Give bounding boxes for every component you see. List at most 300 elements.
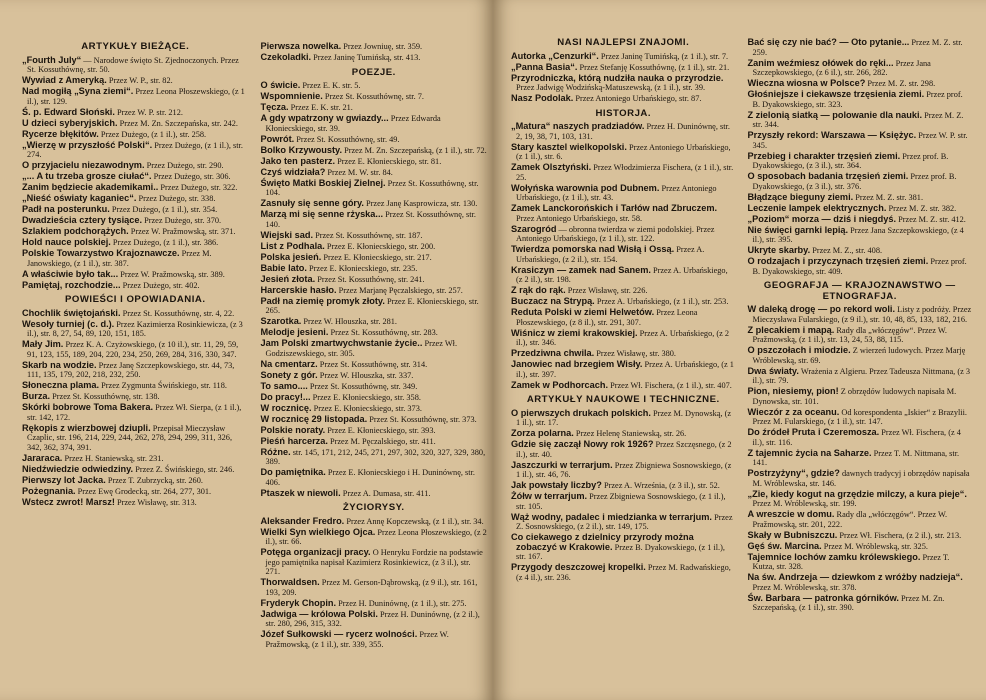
entry-title: Dwa światy. — [747, 365, 799, 376]
entry-title: „Wierzę w przyszłość Polski“. — [22, 139, 153, 150]
entry-title: Melodje jesieni. — [260, 327, 329, 337]
entry-details: Przez M. Z. str. 381. — [853, 192, 924, 202]
entry-details: Przez Zbigniewa Sosnowskiego, (z 1 il.), str. 46, 76. — [516, 460, 732, 479]
entry-details: Od korespondenta „Iskier“ z Brazylii. Przez M. Fularskiego, (z 1 il.), str. 147. — [752, 407, 967, 426]
entry-title: Jararaca. — [22, 452, 63, 463]
entry-details: Przez Wł. Godziszewskiego, str. 305. — [265, 339, 458, 358]
entry-title: Pierwszy lot Jacka. — [22, 474, 106, 485]
entry-details: Przez Dużego, str. 306. — [151, 172, 231, 181]
entry-title: Wiśnicz w ziemi krakowskiej. — [511, 327, 638, 338]
index-entry — [511, 563, 736, 582]
index-entry — [261, 360, 488, 370]
entry-title: „Matura“ naszych pradziadów. — [511, 121, 645, 131]
entry-details: Przez M. Janowskiego, (z 1 il.), str. 387. — [27, 249, 212, 268]
entry-title: „Zie, kiedy kogut na grzędzie milczy, a kura pieje“. — [747, 488, 967, 499]
index-entry — [511, 481, 736, 491]
entry-details: — Narodowe święto St. Zjednoczonych. Przez St. Kossuthównę, str. 50. — [27, 55, 239, 74]
entry-title: Chochlik świętojański. — [22, 307, 121, 318]
entry-title: Św. Barbara — patronka górników. — [747, 592, 899, 603]
index-entry — [748, 131, 973, 150]
entry-details: Przez E. Kłoniecskiego, str. 393. — [325, 425, 436, 435]
index-entry — [748, 257, 973, 276]
index-entry — [261, 199, 488, 209]
entry-title: Ś. p. Edward Słoński. — [22, 106, 115, 117]
entry-title: Jak powstały liczby? — [511, 480, 602, 490]
entry-title: Do pracy!... — [260, 391, 311, 402]
entry-title: „Fourth July“ — [22, 54, 82, 65]
entry-details: Przez E. K. str. 21. — [288, 103, 353, 112]
entry-details: Przez St. Kossuthównę, str. 187. — [313, 230, 423, 240]
index-entry — [511, 533, 736, 562]
entry-details: Przez H. Duninównę, (z 1 il.), str. 275. — [336, 598, 467, 608]
entry-title: Thorwaldsen. — [260, 577, 320, 587]
entry-details: Przez T. M. Nittmana, str. 141. — [752, 448, 960, 467]
entry-title: Babie lato. — [260, 262, 307, 273]
entry-title: Polska jesień. — [260, 251, 322, 262]
index-entry — [261, 371, 488, 381]
index-entry — [261, 393, 488, 403]
index-entry — [22, 141, 249, 160]
section-heading: POWIEŚCI I OPOWIADANIA. — [65, 294, 206, 305]
entry-details: Przez Marjanę Pęczalskiego, str. 257. — [336, 285, 463, 295]
entry-details: Przez Dużego, (z 1 il.), str. 258. — [98, 129, 207, 139]
entry-details: Przez Dużego, str. 338. — [136, 194, 216, 203]
entry-title: Do pamiętnika. — [260, 467, 326, 477]
entry-title: O pszczołach i miodzie. — [747, 345, 851, 355]
index-entry — [748, 305, 973, 324]
index-entry — [261, 264, 488, 274]
entry-title: Na św. Andrzeja — dziewkom z wróżby nadzieja“. — [747, 572, 963, 582]
entry-title: Pamiętaj, rozchodzie... — [22, 279, 121, 290]
index-entry — [261, 210, 488, 229]
index-entry — [261, 599, 488, 609]
entry-details: Przez Szczęsnego, (z 2 il.), str. 40. — [516, 440, 732, 459]
index-entry — [748, 326, 973, 345]
entry-title: Wielki Syn wielkiego Ojca. — [260, 526, 376, 537]
entry-details: Przez E. Kłoniecskiego, str. 235. — [306, 263, 418, 273]
entry-details: Przez M. Zn. Szczepańską, (z 1 il.), str. 72. — [342, 145, 487, 155]
entry-details: Przez Annę Kopczewską, (z 1 il.), str. 34. — [344, 516, 484, 526]
entry-details: Przez M. Z., str. 408. — [810, 246, 883, 255]
entry-title: Rycerze błękitów. — [22, 128, 99, 139]
index-entry — [511, 225, 736, 244]
index-entry — [511, 143, 736, 162]
index-entry — [511, 461, 736, 480]
entry-details: Przez Zygmunta Świńskiego, str. 118. — [99, 381, 227, 390]
entry-title: Polskie noraty. — [260, 424, 326, 435]
entry-details: Przez A. Urbańskiego, (z 1 il.), str. 253. — [594, 297, 729, 306]
entry-title: Przebieg i charakter trzęsień ziemi. — [747, 150, 901, 161]
entry-details: Przez M. Gerson-Dąbrowską, (z 9 il.), str. 161, 193, 209. — [265, 578, 478, 597]
entry-details: Przez E. Kłoniecskiego, str. 200. — [324, 241, 436, 251]
right-column-1 — [511, 38, 736, 694]
index-entry — [22, 194, 249, 204]
entry-details: Przez B. Dyakowskiego, (z 1 il.), str. 167. — [516, 542, 725, 561]
entry-title: Postrzyżyny“, gdzie? — [747, 468, 840, 478]
entry-details: Przez Jowniuę, str. 359. — [341, 42, 423, 51]
entry-details: Przez W. Hlouszka, str. 337. — [317, 370, 414, 380]
index-entry — [511, 204, 736, 223]
entry-title: U dzieci syberyjskich. — [22, 117, 118, 128]
entry-details: Przez E. Kłoniecskiego, str. 81. — [335, 156, 442, 166]
index-entry — [261, 42, 488, 52]
index-entry — [261, 135, 488, 145]
index-entry — [511, 429, 736, 439]
entry-details: Przez Wisławę, str. 226. — [565, 286, 648, 295]
entry-details: — obronna twierdza w ziemi podolskiej. Przez Antoniego Urbańskiego, (z 1 il.), str. 122. — [516, 224, 715, 243]
entry-details: Przez W. P. str. 345. — [752, 131, 968, 150]
entry-title: Święto Matki Boskiej Zielnej. — [260, 177, 386, 188]
entry-title: Wąż wodny, padalec i miedzianka w terrarjum. — [511, 511, 712, 522]
entry-details: Przez W. Hlouszka, str. 281. — [301, 317, 397, 326]
index-entry — [748, 573, 973, 592]
entry-title: „Panna Basia“. — [511, 61, 578, 72]
entry-title: Niedźwiedzie odwiedziny. — [22, 463, 134, 474]
entry-details: Przez W. P., str. 82. — [106, 76, 173, 85]
entry-title: Powrót. — [260, 133, 295, 144]
entry-details: Przez Wł. Fischera, (z 2 il.), str. 213. — [837, 530, 962, 540]
entry-title: O sposobach badania trzęsień ziemi. — [747, 171, 909, 181]
entry-title: Wstecz zwrot! Marsz! — [22, 496, 115, 507]
entry-details: str. 145, 171, 212, 245, 271, 297, 302, 320, 327, 329, 380, 389. — [265, 447, 486, 466]
entry-details: Przez A. Dumasa, str. 411. — [340, 488, 431, 498]
index-entry — [511, 492, 736, 511]
left-column-2 — [261, 42, 488, 694]
entry-title: Polskie Towarzystwo Krajoznawcze. — [22, 248, 180, 258]
index-entry — [261, 157, 488, 167]
entry-details: Przez A. Urbańskiego, (z 2 il.), str. 346. — [516, 328, 730, 347]
index-entry — [261, 92, 488, 102]
entry-details: Przez A. Urbańskiego, (z 1 il.), str. 397. — [516, 360, 734, 379]
entry-details: Przez St. Kossuthównę, str. 7. — [322, 92, 424, 101]
entry-details: Przez K. A. Czyżowskiego, (z 10 il.), str. 11, 29, 59, 91, 123, 155, 189, 204, 220, 234, 250, 269, 284, 316, 330, 347. — [27, 340, 239, 359]
index-entry — [748, 204, 973, 214]
entry-details: Przez St. Kossuthównę, str. 314. — [317, 359, 428, 369]
index-entry — [22, 270, 249, 280]
index-entry — [22, 249, 249, 268]
entry-title: Pieśń harcerza. — [260, 435, 328, 446]
index-entry — [22, 424, 249, 453]
section-heading: ŻYCIORYSY. — [342, 502, 405, 513]
entry-title: Burza. — [22, 391, 51, 401]
entry-details: Przez A. Urbańskiego, (z 2 il.), str. 154. — [516, 245, 705, 264]
index-entry — [22, 309, 249, 319]
entry-details: Z obrzędów ludowych napisała M. Dynowska, str. 101. — [752, 387, 957, 406]
section-heading: GEOGRAFJA — KRAJOZNAWSTWO — ETNOGRAFJA. — [763, 280, 956, 302]
entry-title: Szlakiem podchorążych. — [22, 226, 129, 236]
index-entry — [261, 53, 488, 63]
entry-details: Przez Kazimierza Rosinkiewicza, (z 3 il.), str. 8, 27, 54, 89, 120, 151, 185. — [27, 319, 243, 338]
entry-title: Zamek Olsztyński. — [511, 162, 592, 172]
index-entry — [22, 108, 249, 118]
entry-title: Ukryte skarby. — [747, 245, 811, 255]
entry-title: Bać się czy nie bać? — Oto pytanie... — [747, 37, 910, 47]
index-entry — [261, 297, 488, 316]
left-column-1 — [22, 42, 249, 694]
entry-details: Przez M. Wróblewską, str. 199. — [752, 499, 857, 508]
entry-title: Błądzące bieguny ziemi. — [747, 191, 854, 202]
entry-details: Przez Antoniego Urbańskiego, str. 58. — [516, 213, 643, 223]
index-entry — [22, 238, 249, 248]
index-entry — [511, 94, 736, 104]
entry-title: Gęś św. Marcina. — [747, 540, 822, 551]
index-entry — [748, 172, 973, 191]
index-entry — [261, 382, 488, 392]
entry-details: Przez Jadwigę Wodzińską-Matuszewską, (z 1 il.), str. 39. — [516, 83, 706, 92]
index-entry — [22, 392, 249, 402]
entry-title: Pożegnania. — [22, 485, 76, 496]
entry-details: Przez Janinę Tumińską, (z 1 il.), str. 7. — [598, 51, 729, 61]
entry-details: Przez St. Kossuthównę, str. 283. — [328, 328, 438, 337]
right-page — [493, 0, 986, 700]
entry-title: Jesień złota. — [260, 273, 316, 284]
index-entry — [261, 437, 488, 447]
index-entry — [22, 76, 249, 86]
index-entry — [511, 266, 736, 285]
entry-details: dawnych tradycyj i obrzędów napisała M. Wróblewska, str. 146. — [752, 469, 970, 488]
entry-details: Listy z podróży. Przez Mieczysława Fularskiego, (z 9 il.), str. 10, 48, 85, 133, 182, 216. — [752, 305, 972, 324]
index-entry — [261, 146, 488, 156]
index-entry — [22, 119, 249, 129]
entry-title: Harcerskie hasło. — [260, 284, 337, 295]
index-entry — [511, 329, 736, 348]
entry-title: To samo.... — [260, 380, 308, 391]
index-entry — [261, 404, 488, 414]
index-entry — [22, 340, 249, 359]
index-entry — [511, 245, 736, 264]
index-entry — [261, 448, 488, 467]
entry-details: Przez Stefanję Kossuthównę, (z 1 il.), str. 21. — [577, 62, 730, 72]
entry-details: Przez Dużego, str. 402. — [120, 280, 200, 290]
entry-title: Marzą mi się senne rżyska... — [260, 209, 384, 219]
entry-title: Wieczór z za oceanu. — [747, 406, 840, 417]
index-entry — [511, 360, 736, 379]
index-entry — [22, 227, 249, 237]
entry-title: Janowiec nad brzegiem Wisły. — [511, 359, 643, 369]
entry-details: Przez Leona Płoszewskiego, (z 8 il.), str. 291, 307. — [516, 308, 698, 327]
index-entry — [261, 275, 488, 285]
index-entry — [261, 548, 488, 577]
index-entry — [261, 630, 488, 649]
entry-title: Krasiczyn — zamek nad Sanem. — [511, 264, 651, 275]
index-entry — [22, 320, 249, 339]
entry-details: Przez Janę Kasprowicza, str. 130. — [363, 199, 478, 208]
entry-title: Wieczna wiosna w Polsce? — [747, 78, 866, 88]
entry-title: Nasz Podolak. — [511, 93, 574, 103]
entry-details: Przez M. Zn. Szczepańską, (z 1 il.), str. 390. — [752, 593, 945, 612]
entry-title: Szarogród — [511, 223, 557, 234]
entry-title: Bolko Krzywousty. — [260, 144, 343, 155]
index-entry — [511, 409, 736, 428]
entry-title: A wreszcie w domu. — [747, 509, 835, 519]
index-entry — [22, 87, 249, 106]
entry-details: Przez St. Kossuthównę, str. 140. — [265, 210, 476, 229]
index-entry — [22, 205, 249, 215]
entry-title: Jam Polski zmartwychwstanie życie.. — [260, 338, 423, 348]
entry-details: Wrażenia z Algieru. Przez Tadeusza Nittmana, (z 3 il.), str. 79. — [752, 366, 971, 385]
entry-title: Zamek w Podhorcach. — [511, 379, 609, 390]
entry-title: Nad mogiłą „Syna ziemi“. — [22, 86, 134, 96]
entry-title: Ptaszek w niewoli. — [260, 487, 341, 498]
index-entry — [511, 122, 736, 141]
entry-title: „Nieść oświaty kaganiec“. — [22, 193, 137, 203]
entry-title: Twierdza pomorska nad Wisłą i Ossą. — [511, 244, 675, 254]
entry-title: Nie święci garnki lepią. — [747, 224, 849, 235]
entry-title: Czyś widziała? — [260, 166, 326, 177]
index-entry — [22, 281, 249, 291]
entry-title: Z tajemnic życia na Saharze. — [747, 447, 872, 458]
index-entry — [22, 476, 249, 486]
entry-details: Przez St. Kossuthównę, str. 104. — [265, 178, 479, 197]
index-entry — [261, 517, 488, 527]
entry-title: Tajemnice lochów zamku królewskiego. — [747, 551, 921, 562]
index-entry — [261, 103, 488, 113]
index-entry — [261, 114, 488, 133]
right-column-2 — [748, 38, 973, 694]
entry-details: Przez H. Duninównę, (z 2 il.), str. 280, 296, 315, 332. — [265, 609, 480, 628]
entry-details: Przepisał Mieczysław Czaplic, str. 196, 214, 229, 244, 262, 278, 294, 299, 311, 326, 342, 362, 374, 391. — [27, 423, 233, 452]
entry-details: Przez M. Z. str. 412. — [896, 214, 966, 224]
index-entry — [261, 81, 488, 91]
index-entry — [22, 361, 249, 380]
entry-details: Przez Jana Szczepkowskiego, (z 4 il.), str. 395. — [752, 225, 964, 244]
entry-title: Przyszły rekord: Warszawa — Księżyc. — [747, 130, 917, 140]
index-entry — [748, 367, 973, 386]
index-entry — [748, 38, 973, 57]
entry-title: Jadwiga — królowa Polski. — [260, 608, 378, 619]
index-entry — [261, 610, 488, 629]
index-entry — [22, 454, 249, 464]
entry-details: Przez Wisławę, str. 380. — [594, 349, 677, 358]
index-entry — [511, 184, 736, 203]
section-heading: ARTYKUŁY NAUKOWE I TECHNICZNE. — [526, 394, 720, 405]
index-entry — [22, 487, 249, 497]
index-entry — [511, 297, 736, 307]
entry-details: Przez Wł. Fischera, (z 4 il.), str. 116. — [752, 428, 961, 447]
index-entry — [22, 465, 249, 475]
entry-title: Zanim weźmiesz ołówek do ręki... — [747, 57, 894, 68]
index-entry — [748, 408, 973, 427]
entry-details: Przez Dużego, (z 1 il.), str. 386. — [110, 238, 219, 247]
entry-details: Przez E. Kłoniecskiego, str. 265. — [265, 296, 479, 315]
entry-details: Przez M. Zn. Szczepańska, str. 242. — [117, 118, 239, 128]
entry-details: Przez St. Kossuthównę, str. 49. — [294, 134, 400, 144]
entry-title: Pierwsza nowelka. — [260, 41, 342, 51]
entry-details: Z wierzeń ludowych. Przez Marję Wróblewską, str. 69. — [752, 346, 966, 365]
entry-details: Przez M. Pęczalskiego, str. 411. — [327, 436, 436, 446]
entry-details: Przez M. Z. str. 344. — [752, 110, 964, 129]
index-entry — [22, 403, 249, 422]
index-entry — [748, 531, 973, 541]
entry-title: Pion, niesiemy, pion! — [747, 386, 839, 396]
index-entry — [261, 317, 488, 327]
index-entry — [22, 381, 249, 391]
index-entry — [748, 387, 973, 406]
index-entry — [511, 52, 736, 62]
index-entry — [261, 528, 488, 547]
entry-title: O pierwszych drukach polskich. — [511, 407, 651, 418]
entry-details: Przez Dużego, (z 1 il.), str. 354. — [109, 205, 218, 214]
entry-details: Przez M. Z. str. 259. — [752, 38, 963, 57]
entry-title: Zamek Lanckorońskich i Tarłów nad Zbruczem. — [511, 203, 718, 213]
entry-details: Przez E. Kłoniecskiego, str. 217. — [321, 252, 432, 262]
index-entry — [748, 215, 973, 225]
index-entry — [748, 510, 973, 529]
entry-details: Przez Leona Płoszewskiego, (z 1 il.), str. 129. — [27, 87, 245, 106]
entry-details: Przez T. Zubrzycką, str. 260. — [105, 475, 203, 485]
index-entry — [511, 308, 736, 327]
entry-title: Różne. — [260, 446, 291, 457]
entry-details: Przez Z. Świńskiego, str. 246. — [133, 464, 235, 474]
index-entry — [511, 440, 736, 459]
entry-title: Z rąk do rąk. — [511, 285, 566, 295]
entry-details: Przez Zbigniewa Sosnowskiego, (z 1 il.), str. 105. — [516, 492, 726, 511]
entry-title: Wywiad z Ameryką. — [22, 75, 107, 85]
entry-details: Przez Dużego, (z 1 il.), str. 274. — [27, 140, 243, 159]
entry-title: Tęcza. — [260, 102, 289, 112]
index-entry — [261, 168, 488, 178]
index-entry — [511, 74, 736, 93]
index-entry — [261, 468, 488, 487]
entry-details: Przez Dużego, str. 322. — [158, 183, 238, 192]
index-entry — [511, 381, 736, 391]
entry-title: Dwadzieścia cztery tysiące. — [22, 215, 143, 225]
index-entry — [748, 152, 973, 171]
index-entry — [22, 183, 249, 193]
entry-details: Przez prof. B. Dyakowskiego, (z 3 il.), str. 364. — [752, 151, 949, 170]
entry-details: Rady dla „włóczęgów“. Przez W. Pražmowską, (z 1 il.), str. 13, 24, 53, 88, 115. — [752, 325, 947, 344]
entry-title: Skały w Bubniszczu. — [747, 529, 838, 540]
index-entry — [261, 489, 488, 499]
entry-title: Padł na posterunku. — [22, 204, 110, 214]
entry-title: Jako ten pasterz. — [260, 155, 336, 166]
index-entry — [22, 498, 249, 508]
entry-details: Przez Antoniego Urbańskiego, (z 1 il.), str. 6. — [516, 142, 731, 161]
index-entry — [261, 242, 488, 252]
entry-title: Leczenie lampek elektrycznych. — [747, 202, 887, 213]
entry-details: Przez Edwarda Kłoniecskiego, str. 39. — [265, 114, 441, 133]
entry-details: Przez prof. B. Dyakowskiego, (z 3 il.), str. 376. — [752, 172, 957, 191]
entry-title: Jaszczurki w terrarjum. — [511, 459, 613, 470]
index-entry — [748, 469, 973, 488]
entry-title: Skarb na wodzie. — [22, 359, 97, 370]
entry-title: Gdzie się zaczął Nowy rok 1926? — [511, 439, 654, 449]
entry-title: W rocznicę. — [260, 402, 312, 413]
entry-details: Przez H. Duninównę, str. 2, 19, 38, 71, 103, 131. — [516, 122, 730, 141]
entry-details: Przez M. W. str. 84. — [325, 167, 393, 177]
section-heading: POEZJE. — [351, 66, 396, 78]
entry-title: Zanim będziecie akademikami.. — [22, 182, 159, 192]
entry-title: A właściwie było tak... — [22, 268, 119, 279]
entry-details: Przez St. Kossuthównę, str. 4, 22. — [120, 308, 235, 318]
index-entry — [22, 172, 249, 182]
index-entry — [261, 578, 488, 597]
entry-title: W rocznicę 29 listopada. — [260, 413, 368, 424]
entry-title: Potęga organizacji pracy. — [260, 547, 371, 557]
entry-details: Rady dla „włóczęgów“. Przez W. Pražmowską, str. 201, 222. — [752, 510, 948, 529]
entry-details: Przez Dużego, str. 290. — [144, 161, 224, 170]
entry-title: Wspomnienie. — [260, 91, 323, 101]
index-entry — [22, 161, 249, 171]
entry-details: Przez W. Pražmowską, str. 371. — [128, 227, 236, 236]
entry-title: Z zielonią siatką — polowanie dla nauki. — [747, 109, 923, 120]
entry-details: Przez Dużego, str. 370. — [142, 216, 222, 225]
index-entry — [748, 59, 973, 78]
entry-details: Przez prof. B. Dyakowskiego, str. 409. — [752, 257, 967, 276]
index-entry — [748, 594, 973, 613]
index-entry — [511, 63, 736, 73]
entry-details: Przez St. Kossuthównę, str. 138. — [50, 392, 160, 401]
